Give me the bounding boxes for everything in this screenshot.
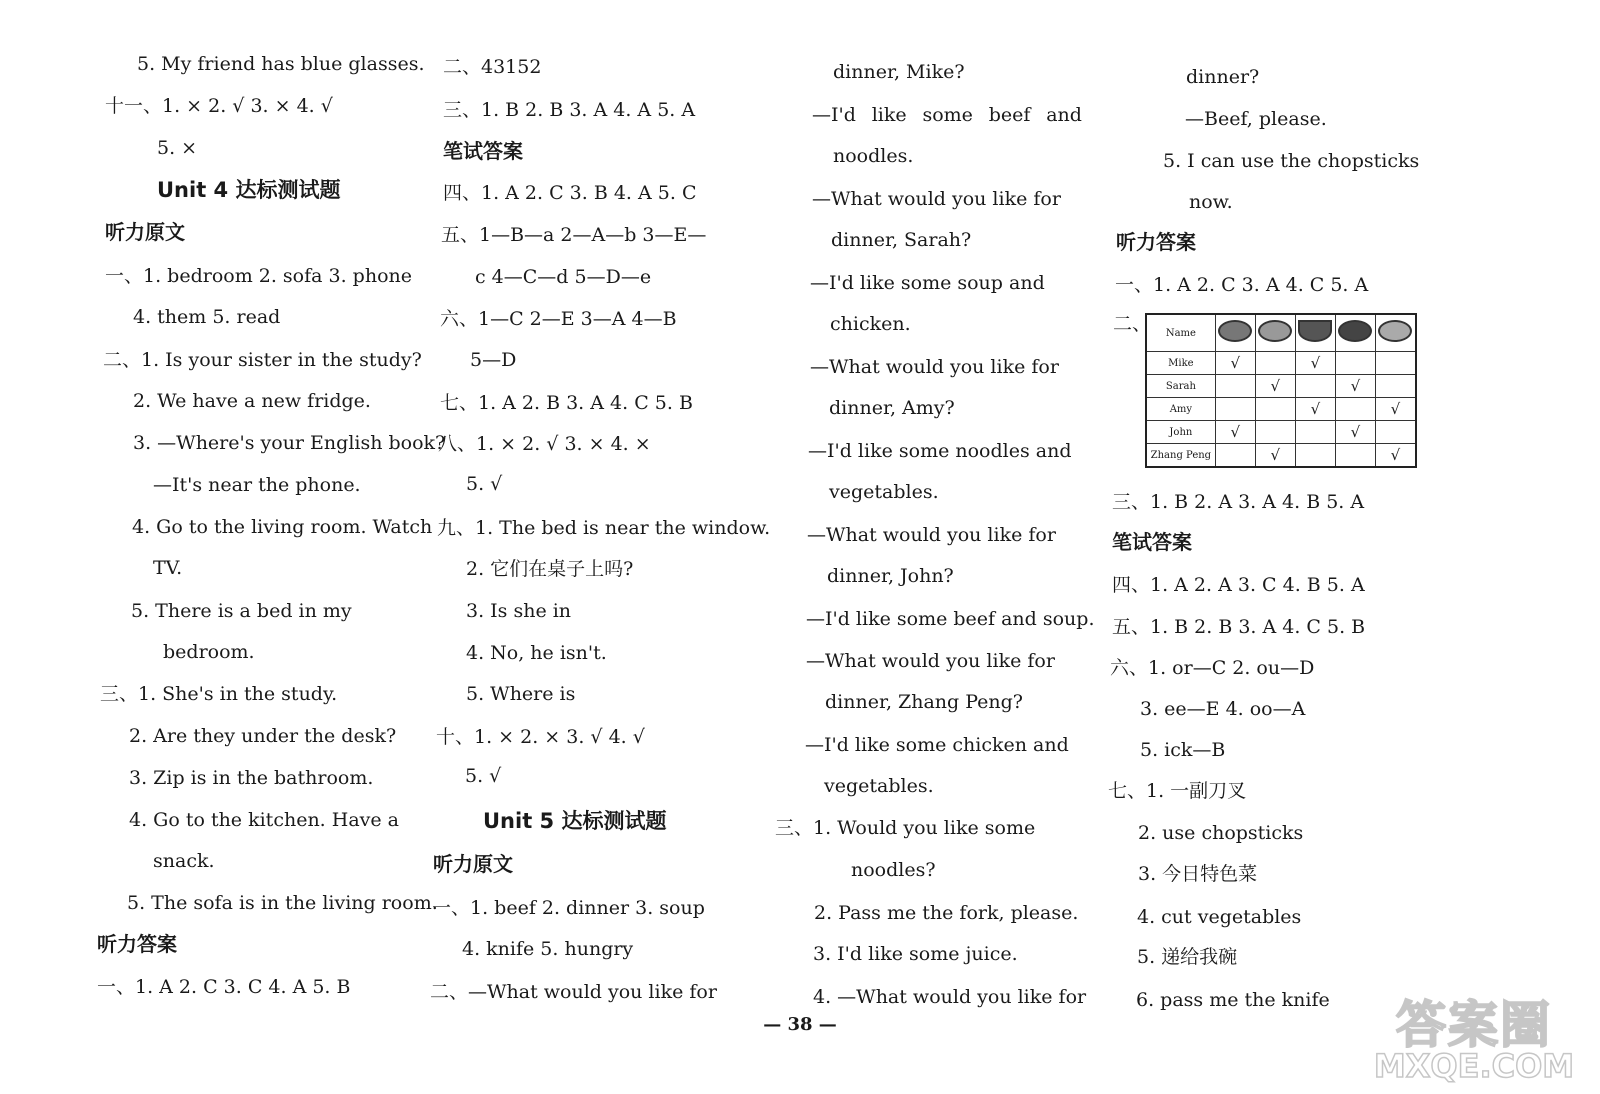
answer-line: —What would you like for <box>806 650 1055 672</box>
check-cell <box>1215 375 1255 398</box>
answer-line: 十、1. × 2. × 3. √ 4. √ <box>436 726 645 748</box>
answer-table <box>1145 313 1417 468</box>
table-row <box>1146 421 1416 444</box>
answer-line: 4. Go to the kitchen. Have a <box>129 809 399 831</box>
answer-line: —What would you like for <box>810 356 1059 378</box>
page-number: — 38 — <box>763 1014 837 1035</box>
answer-line: noodles. <box>833 145 914 167</box>
section-heading: 听力答案 <box>97 932 177 956</box>
section-heading: 听力答案 <box>1116 230 1196 254</box>
section-title: Unit 5 达标测试题 <box>483 809 667 833</box>
answer-line: 5. Where is <box>466 683 576 705</box>
table-corner: Name <box>1146 314 1215 352</box>
answer-line: vegetables. <box>824 775 934 797</box>
answer-line: 2. Are they under the desk? <box>129 725 397 747</box>
watermark <box>1354 985 1594 1090</box>
section-title: Unit 4 达标测试题 <box>157 178 341 202</box>
answer-line: 5. 递给我碗 <box>1137 946 1238 968</box>
answer-line: 七、1. 一副刀叉 <box>1108 780 1247 802</box>
section-heading: 笔试答案 <box>443 139 523 163</box>
answer-line: 3. Is she in <box>466 600 572 622</box>
answer-line: —I'd like some noodles and <box>808 440 1072 462</box>
check-cell <box>1375 375 1416 398</box>
answer-line: now. <box>1189 191 1233 213</box>
row-name: Sarah <box>1146 375 1215 398</box>
check-cell: √ <box>1255 444 1295 468</box>
answer-line: —It's near the phone. <box>153 474 361 496</box>
answer-line: 2. Pass me the fork, please. <box>814 902 1079 924</box>
word: some <box>922 104 973 126</box>
row-name: Amy <box>1146 398 1215 421</box>
check-cell <box>1375 352 1416 375</box>
answer-line: 三、1. Would you like some <box>775 817 1036 839</box>
answer-line: —I'd like some chicken and <box>805 734 1069 756</box>
answer-line: TV. <box>153 557 183 579</box>
check-cell: √ <box>1215 421 1255 444</box>
answer-line: 2. We have a new fridge. <box>133 390 371 412</box>
answer-line: 四、1. A 2. C 3. B 4. A 5. C <box>443 182 697 204</box>
answer-line: 一、1. beef 2. dinner 3. soup <box>432 897 705 919</box>
check-cell: √ <box>1335 421 1375 444</box>
answer-line <box>812 103 1082 127</box>
check-cell: √ <box>1255 375 1295 398</box>
answer-line: 三、1. B 2. A 3. A 4. B 5. A <box>1112 491 1365 513</box>
answer-line: 五、1—B—a 2—A—b 3—E— <box>441 224 707 246</box>
watermark-bottom: MXQE.COM <box>1373 1047 1575 1085</box>
answer-line: 5. The sofa is in the living room. <box>127 892 438 914</box>
check-cell <box>1335 398 1375 421</box>
answer-line: 一、1. bedroom 2. sofa 3. phone <box>105 265 412 287</box>
food-icon <box>1255 314 1295 352</box>
answer-line: 4. Go to the living room. Watch <box>132 516 433 538</box>
answer-line: 6. pass me the knife <box>1136 989 1330 1011</box>
answer-line: 3. Zip is in the bathroom. <box>129 767 374 789</box>
answer-line: 5. I can use the chopsticks <box>1163 150 1420 172</box>
answer-line: —What would you like for <box>807 524 1056 546</box>
food-icon <box>1295 314 1335 352</box>
answer-line: 5. There is a bed in my <box>131 600 352 622</box>
answer-line: 3. I'd like some juice. <box>813 943 1018 965</box>
answer-line: 4. knife 5. hungry <box>462 938 634 960</box>
answer-line: 5. √ <box>466 473 503 495</box>
row-name: John <box>1146 421 1215 444</box>
answer-line: 4. —What would you like for <box>813 986 1087 1008</box>
check-cell <box>1335 444 1375 468</box>
check-cell <box>1295 444 1335 468</box>
answer-line: 4. cut vegetables <box>1137 906 1302 928</box>
section-heading: 听力原文 <box>105 220 185 244</box>
watermark-top: 答案圈 <box>1396 996 1552 1054</box>
answer-line: —I'd like some soup and <box>810 272 1045 294</box>
answer-line: 五、1. B 2. B 3. A 4. C 5. B <box>1112 616 1366 638</box>
word: —I'd <box>812 104 856 126</box>
answer-line: —What would you like for <box>812 188 1061 210</box>
answer-line: 六、1—C 2—E 3—A 4—B <box>440 308 677 330</box>
answer-line: 八、1. × 2. √ 3. × 4. × <box>438 433 651 455</box>
answer-line: 4. No, he isn't. <box>466 642 607 664</box>
answer-line: 二、 <box>1113 313 1152 335</box>
answer-line: chicken. <box>830 313 911 335</box>
answer-line: 3. ee—E 4. oo—A <box>1140 698 1306 720</box>
answer-line: 2. 它们在桌子上吗? <box>466 558 634 580</box>
check-cell: √ <box>1295 352 1335 375</box>
word: beef <box>988 104 1031 126</box>
answer-line: 三、1. B 2. B 3. A 4. A 5. A <box>443 99 696 121</box>
check-cell: √ <box>1215 352 1255 375</box>
word: and <box>1046 104 1082 126</box>
check-cell <box>1255 352 1295 375</box>
food-icon <box>1375 314 1416 352</box>
answer-line: —I'd like some beef and soup. <box>806 608 1095 630</box>
check-cell <box>1255 398 1295 421</box>
answer-line: 二、—What would you like for <box>430 981 717 1003</box>
answer-line: dinner, John? <box>827 565 954 587</box>
check-cell <box>1295 421 1335 444</box>
answer-line: 一、1. A 2. C 3. A 4. C 5. A <box>1115 274 1369 296</box>
answer-line: 一、1. A 2. C 3. C 4. A 5. B <box>97 976 351 998</box>
answer-line: dinner, Mike? <box>833 61 965 83</box>
check-cell: √ <box>1375 398 1416 421</box>
answer-line: 3. —Where's your English book? <box>133 432 446 454</box>
check-cell <box>1295 375 1335 398</box>
answer-line: 七、1. A 2. B 3. A 4. C 5. B <box>440 392 693 414</box>
check-cell <box>1255 421 1295 444</box>
section-heading: 听力原文 <box>433 852 513 876</box>
answer-line: dinner, Zhang Peng? <box>825 691 1023 713</box>
check-cell <box>1215 444 1255 468</box>
answer-line: 5. √ <box>465 765 502 787</box>
answer-line: 二、43152 <box>443 56 542 78</box>
answer-line: 六、1. or—C 2. ou—D <box>1110 657 1315 679</box>
answer-line: vegetables. <box>829 481 939 503</box>
answer-line: 4. them 5. read <box>133 306 281 328</box>
section-heading: 笔试答案 <box>1112 530 1192 554</box>
row-name: Mike <box>1146 352 1215 375</box>
answer-line: noodles? <box>851 859 936 881</box>
check-cell: √ <box>1375 444 1416 468</box>
answer-line: 二、1. Is your sister in the study? <box>103 349 422 371</box>
check-cell <box>1375 421 1416 444</box>
answer-line: bedroom. <box>163 641 255 663</box>
answer-line: 5. × <box>157 137 198 159</box>
answer-line: 2. use chopsticks <box>1138 822 1304 844</box>
answer-line: 5. My friend has blue glasses. <box>137 53 425 75</box>
table-header-row <box>1146 314 1416 352</box>
word: like <box>871 104 907 126</box>
food-icon <box>1335 314 1375 352</box>
answer-line: 5. ick—B <box>1140 739 1226 761</box>
check-cell: √ <box>1295 398 1335 421</box>
table-row <box>1146 375 1416 398</box>
food-icon <box>1215 314 1255 352</box>
check-cell <box>1335 352 1375 375</box>
check-cell: √ <box>1335 375 1375 398</box>
answer-line: 3. 今日特色菜 <box>1138 863 1258 885</box>
table-row <box>1146 352 1416 375</box>
answer-line: dinner? <box>1186 66 1260 88</box>
row-name: Zhang Peng <box>1146 444 1215 468</box>
answer-line: c 4—C—d 5—D—e <box>475 266 652 288</box>
table-row <box>1146 444 1416 468</box>
answer-line: 三、1. She's in the study. <box>100 683 338 705</box>
answer-line: snack. <box>153 850 215 872</box>
answer-line: 九、1. The bed is near the window. <box>437 517 771 539</box>
answer-line: dinner, Amy? <box>829 397 955 419</box>
answer-line: dinner, Sarah? <box>831 229 972 251</box>
answer-line: 5—D <box>470 349 517 371</box>
check-cell <box>1215 398 1255 421</box>
answer-line: 十一、1. × 2. √ 3. × 4. √ <box>105 95 333 117</box>
table-row <box>1146 398 1416 421</box>
answer-line: —Beef, please. <box>1185 108 1327 130</box>
answer-line: 四、1. A 2. A 3. C 4. B 5. A <box>1112 574 1365 596</box>
